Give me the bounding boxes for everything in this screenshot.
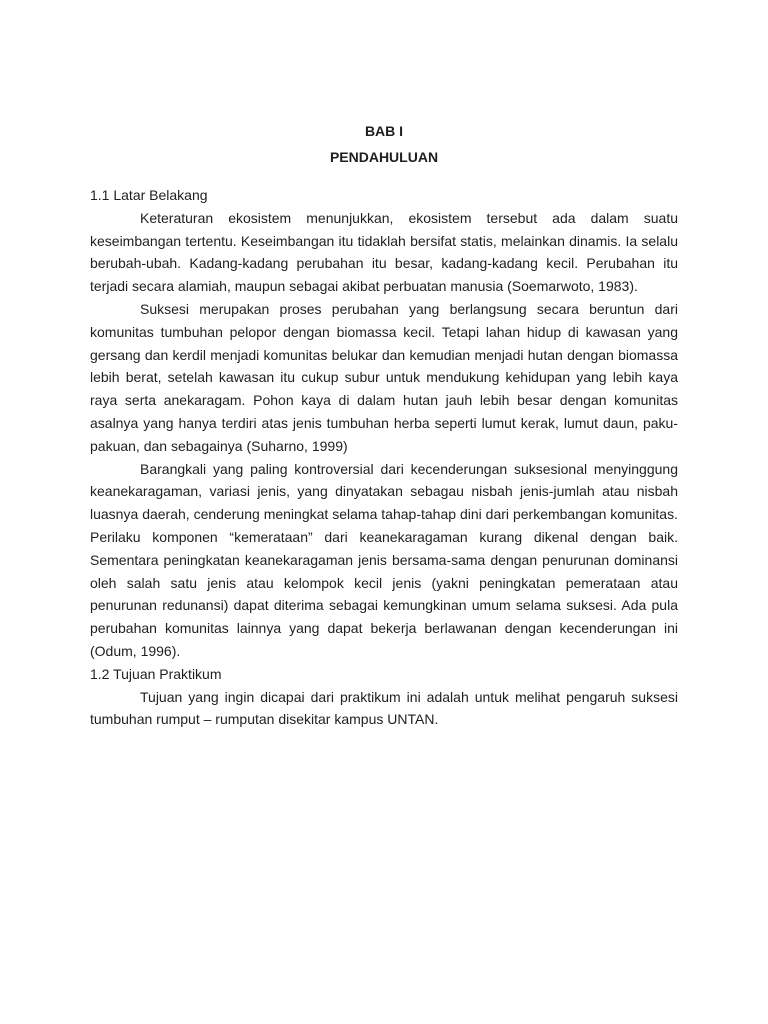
paragraph: Tujuan yang ingin dicapai dari praktikum ini adalah untuk melihat pengaruh suksesi tumbuhan rumput – rumputan disekitar kampus UNTAN. bbox=[90, 688, 678, 728]
paragraph: Keteraturan ekosistem menunjukkan, ekosistem tersebut ada dalam suatu keseimbangan tertentu. Keseimbangan itu tidaklah bersifat statis, melainkan dinamis. Ia selalu berubah-ubah. Kadang-kadang perubahan itu besar, kadang-kadang kecil. Perubahan itu terjadi secara alamiah, maupun sebagai akibat perbuatan manusia (Soemarwoto, 1983). bbox=[90, 209, 678, 295]
section-heading: 1.2 Tujuan Praktikum bbox=[90, 665, 222, 682]
chapter-title: PENDAHULUAN bbox=[329, 149, 439, 165]
document-content bbox=[90, 118, 678, 731]
paragraph: Barangkali yang paling kontroversial dari kecenderungan suksesional menyinggung keanekaragaman, variasi jenis, yang dinyatakan sebagau nisbah jenis-jumlah atau nisbah luasnya daerah, cenderung meningkat selama tahap-tahap dini dari perkembangan komunitas. Perilaku komponen “kemerataan” dari keanekaragaman kurang dikenal dengan baik. Sementara peningkatan keanekaragaman jenis bersama-sama dengan penurunan dominansi oleh salah satu jenis atau kelompok kecil jenis (yakni peningkatan pemerataan atau penurunan redunansi) dapat diterima sebagai kemungkinan umum selama suksesi. Ada pula perubahan komunitas lainnya yang dapat bekerja berlawanan dengan kecenderungan ini (Odum, 1996). bbox=[90, 460, 678, 659]
section-heading: 1.1 Latar Belakang bbox=[90, 187, 208, 203]
chapter-number: BAB I bbox=[364, 123, 404, 139]
section-latar-belakang bbox=[90, 184, 678, 663]
section-tujuan-praktikum bbox=[90, 663, 678, 731]
paragraph: Suksesi merupakan proses perubahan yang berlangsung secara beruntun dari komunitas tumbuhan pelopor dengan biomassa kecil. Tetapi lahan hidup di kawasan yang gersang dan kerdil menjadi komunitas belukar dan kemudian menjadi hutan dengan biomassa lebih berat, setelah kawasan itu cukup subur untuk mendukung kehidupan yang lebih kaya raya serta anekaragam. Pohon kaya di dalam hutan jauh lebih besar dengan komunitas asalnya yang hanya terdiri atas jenis tumbuhan herba seperti lumut kerak, lumut daun, paku-pakuan, dan sebagainya (Suharno, 1999) bbox=[90, 300, 678, 454]
